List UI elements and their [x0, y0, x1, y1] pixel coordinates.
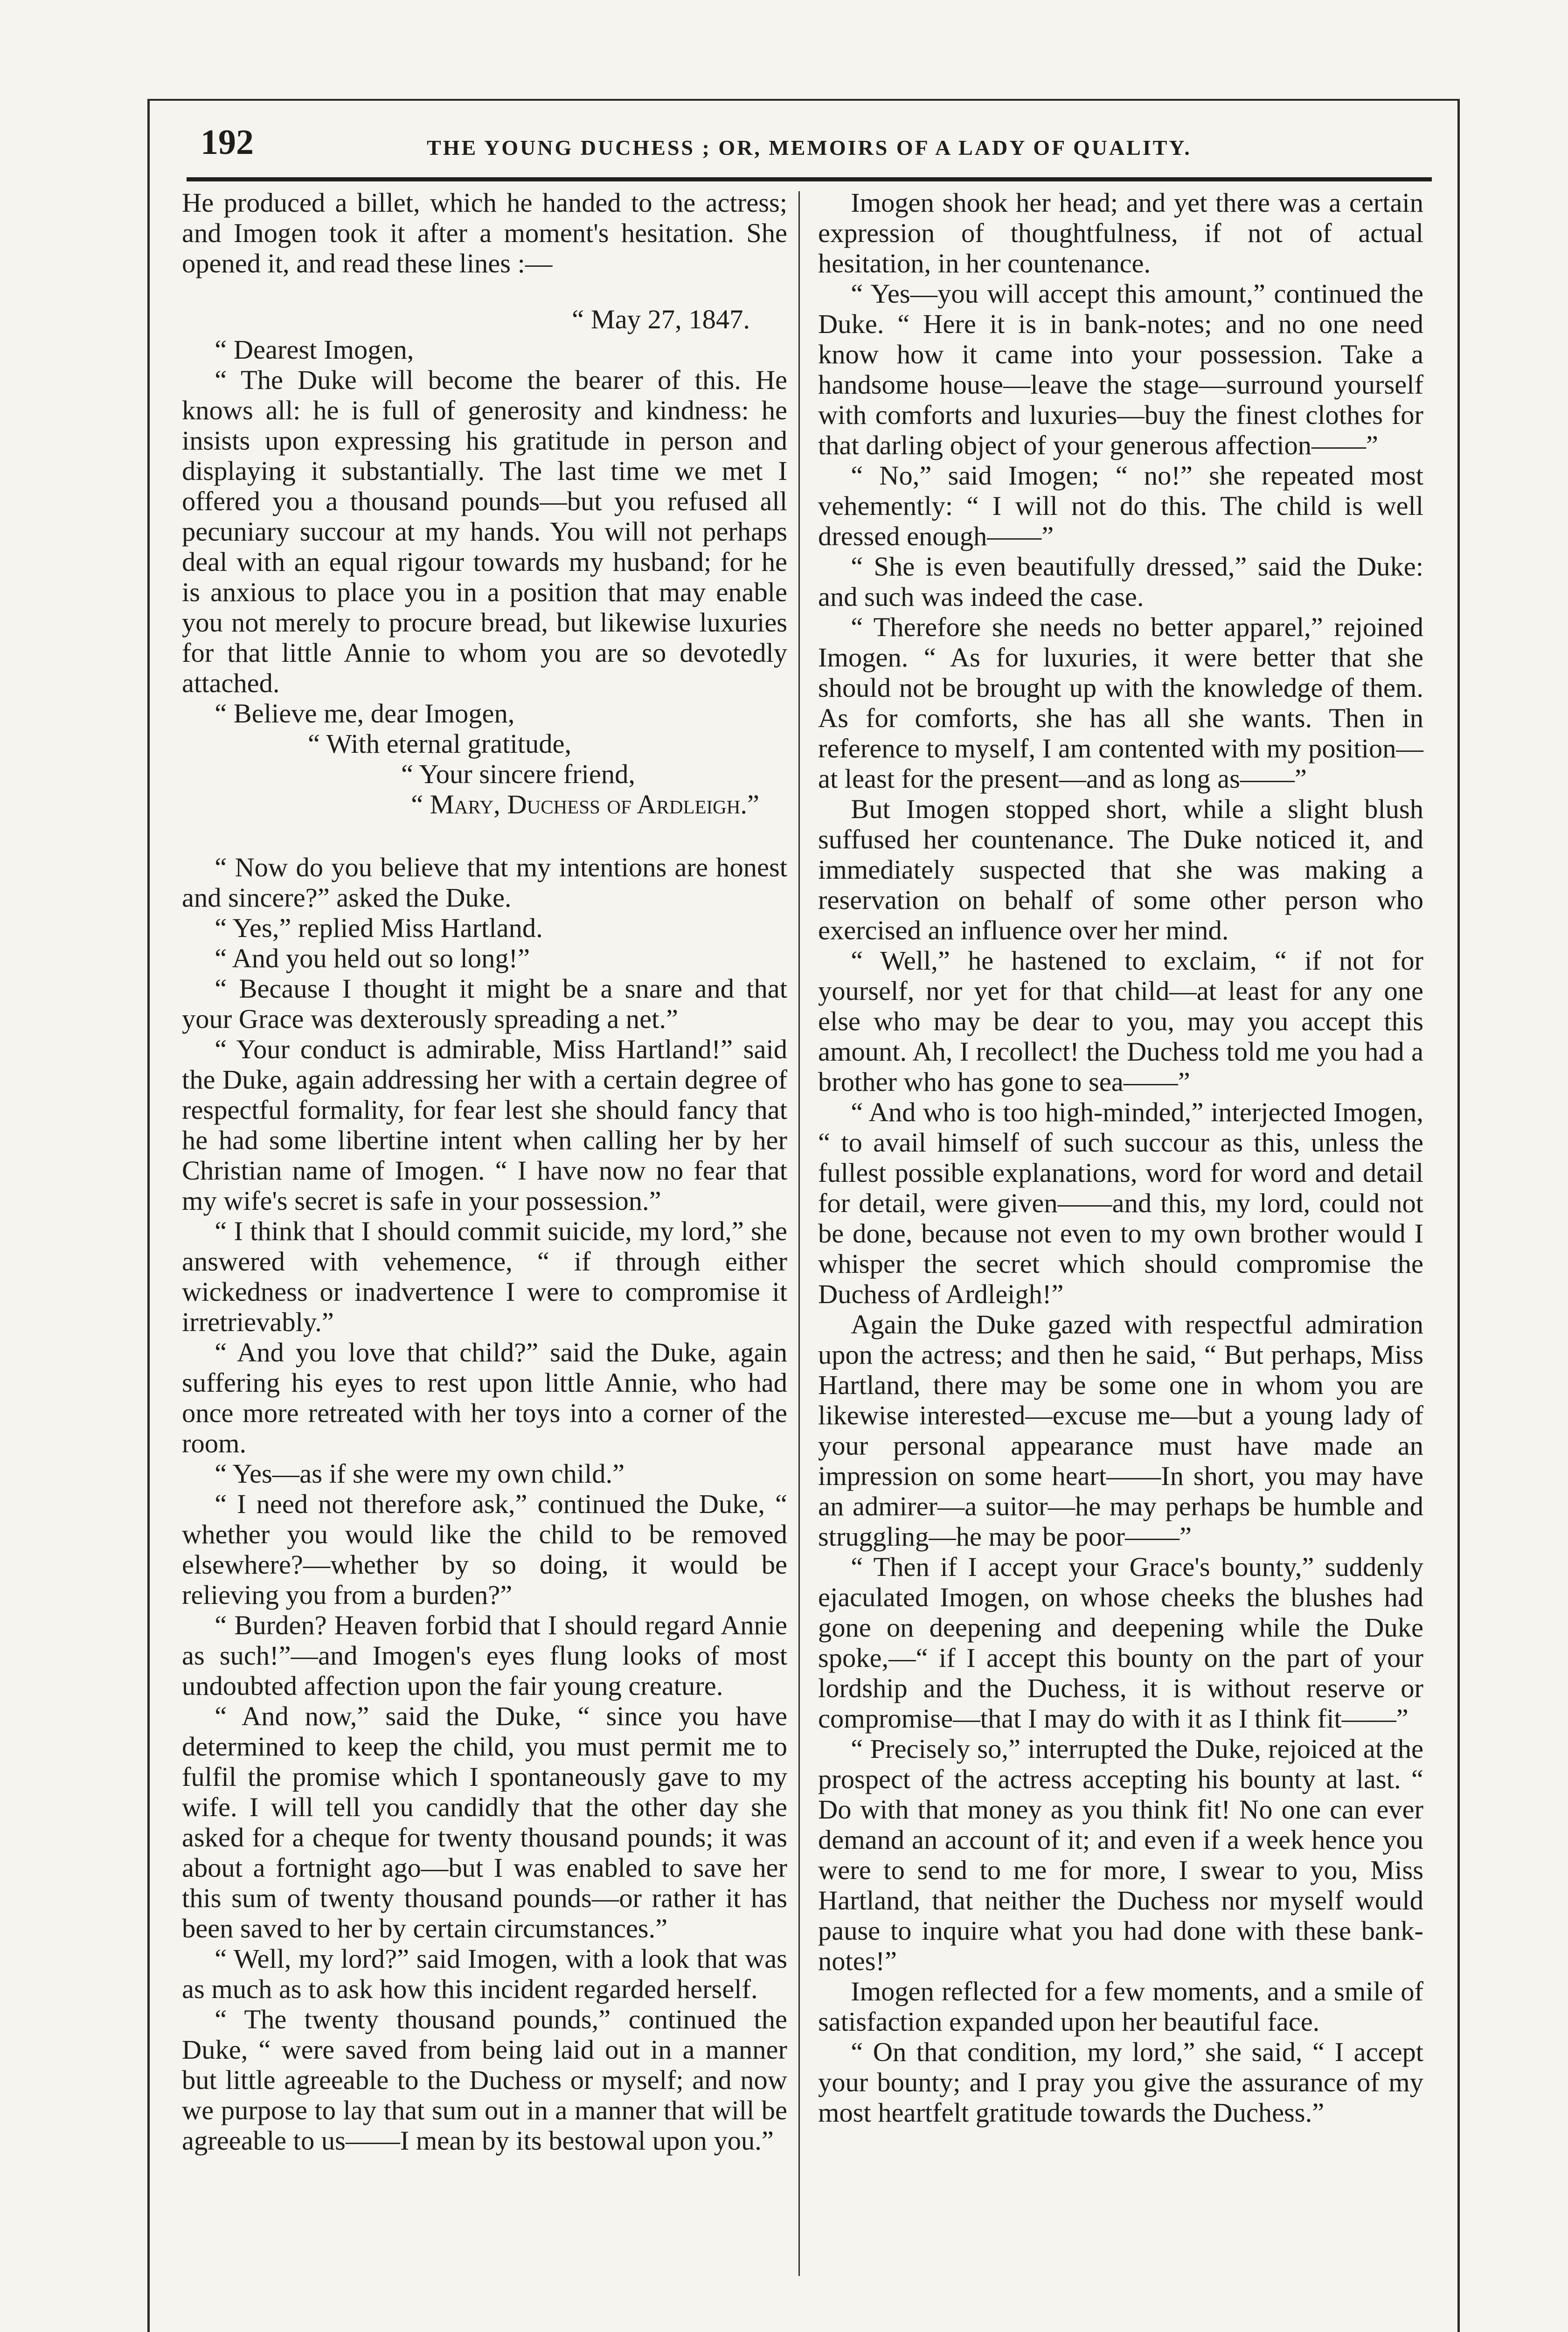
page-header	[201, 122, 1418, 174]
paragraph: “ Now do you believe that my intentions are honest and sincere?” asked the Duke.	[182, 852, 787, 913]
running-title: THE YOUNG DUCHESS ; OR, MEMOIRS OF A LADY OF QUALITY.	[427, 136, 1192, 160]
letter-salutation: “ Dearest Imogen,	[215, 334, 414, 365]
paragraph: “ Precisely so,” interrupted the Duke, rejoiced at the prospect of the actress accepting his bounty at last. “ Do with that money as you think fit! No one can ever demand an account of it; and even if a week hence you were to send to me for more, I swear to you, Miss Hartland, that neither the Duchess nor myself would pause to inquire what you had done with these bank-notes!”	[818, 1734, 1423, 1976]
paragraph: “ And who is too high-minded,” interjected Imogen, “ to avail himself of such succour as this, unless the fullest possible explanations, word for word and detail for detail, were given——and this, my lord, could not be done, because not even to my own brother would I whisper the secret which should compromise the Duchess of Ardleigh!”	[818, 1097, 1423, 1309]
letter-closing: “ Believe me, dear Imogen,	[215, 698, 515, 729]
letter-body: “ The Duke will become the bearer of this. He knows all: he is full of generosity and kindness: he insists upon expressing his gratitude in person and displaying it substantially. The last time we met I offered you a thousand pounds—but you refused all pecuniary succour at my hands. You will not perhaps deal with an equal rigour towards my husband; for he is anxious to place you in a position that may enable you not merely to procure bread, but likewise luxuries for that little Annie to whom you are so devotedly attached.	[182, 365, 787, 698]
paragraph: “ I think that I should commit suicide, my lord,” she answered with vehemence, “ if through either wickedness or inadvertence I were to compromise it irretrievably.”	[182, 1216, 787, 1337]
paragraph: Imogen shook her head; and yet there was a certain expression of thoughtfulness, if not of actual hesitation, in her countenance.	[818, 187, 1423, 278]
paragraph: “ And you love that child?” said the Duke, again suffering his eyes to rest upon little Annie, who had once more retreated with her toys into a corner of the room.	[182, 1337, 787, 1458]
paragraph: “ Well,” he hastened to exclaim, “ if not for yourself, nor yet for that child—at least for any one else who may be dear to you, may you accept this amount. Ah, I recollect! the Duchess told me you had a brother who has gone to sea——”	[818, 945, 1423, 1097]
paragraph: “ I need not therefore ask,” continued the Duke, “ whether you would like the child to be removed elsewhere?—whether by so doing, it would be relieving you from a burden?”	[182, 1489, 787, 1610]
paragraph: “ She is even beautifully dressed,” said the Duke: and such was indeed the case.	[818, 551, 1423, 612]
right-column	[818, 187, 1423, 2128]
paragraph: “ And you held out so long!”	[215, 943, 530, 973]
paragraph: But Imogen stopped short, while a slight blush suffused her countenance. The Duke noticed it, and immediately suspected that she was making a reservation on behalf of some other person who exercised an influence over her mind.	[818, 794, 1423, 945]
paragraph: Imogen reflected for a few moments, and a smile of satisfaction expanded upon her beautiful face.	[818, 1976, 1423, 2037]
paragraph: He produced a billet, which he handed to the actress; and Imogen took it after a moment's hesitation. She opened it, and read these lines :—	[182, 187, 787, 278]
letter-signature: “ Mary, Duchess of Ardleigh.”	[411, 789, 759, 819]
letter-closing: “ Your sincere friend,	[401, 759, 635, 789]
paragraph: “ Yes—as if she were my own child.”	[215, 1458, 625, 1489]
paragraph: “ Then if I accept your Grace's bounty,” suddenly ejaculated Imogen, on whose cheeks the blushes had gone on deepening and deepening while the Duke spoke,—“ if I accept this bounty on the part of your lordship and the Duchess, it is without reserve or compromise—that I may do with it as I think fit——”	[818, 1552, 1423, 1734]
paragraph: “ On that condition, my lord,” she said, “ I accept your bounty; and I pray you give the assurance of my most heartfelt gratitude towards the Duchess.”	[818, 2037, 1423, 2128]
paragraph: “ Yes,” replied Miss Hartland.	[215, 913, 543, 943]
paragraph: “ Well, my lord?” said Imogen, with a look that was as much as to ask how this incident regarded herself.	[182, 1943, 787, 2004]
paragraph: “ Burden? Heaven forbid that I should regard Annie as such!”—and Imogen's eyes flung looks of most undoubted affection upon the fair young creature.	[182, 1610, 787, 1701]
letter-date: “ May 27, 1847.	[572, 304, 750, 334]
paragraph: “ The twenty thousand pounds,” continued the Duke, “ were saved from being laid out in a manner but little agreeable to the Duchess or myself; and now we purpose to lay that sum out in a manner that will be agreeable to us——I mean by its bestowal upon you.”	[182, 2004, 787, 2156]
left-column	[182, 187, 787, 2156]
paragraph: “ No,” said Imogen; “ no!” she repeated most vehemently: “ I will not do this. The child is well dressed enough——”	[818, 460, 1423, 551]
paragraph: “ And now,” said the Duke, “ since you have determined to keep the child, you must permit me to fulfil the promise which I spontaneously gave to my wife. I will tell you candidly that the other day she asked for a cheque for twenty thousand pounds; it was about a fortnight ago—but I was enabled to save her this sum of twenty thousand pounds—or rather it has been saved to her by certain circumstances.”	[182, 1701, 787, 1943]
paragraph: “ Your conduct is admirable, Miss Hartland!” said the Duke, again addressing her with a certain degree of respectful formality, for fear lest she should fancy that he had some libertine intent when calling her by her Christian name of Imogen. “ I have now no fear that my wife's secret is safe in your possession.”	[182, 1034, 787, 1216]
column-divider	[798, 191, 800, 2276]
paragraph: “ Because I thought it might be a snare and that your Grace was dexterously spreading a net.”	[182, 973, 787, 1034]
paragraph: Again the Duke gazed with respectful admiration upon the actress; and then he said, “ But perhaps, Miss Hartland, there may be some one in whom you are likewise interested—excuse me—but a young lady of your personal appearance must have made an impression on some heart——In short, you may have an admirer—a suitor—he may perhaps be humble and struggling—he may be poor——”	[818, 1309, 1423, 1552]
letter-closing: “ With eternal gratitude,	[308, 729, 572, 759]
paragraph: “ Therefore she needs no better apparel,” rejoined Imogen. “ As for luxuries, it were better that she should not be brought up with the knowledge of them. As for comforts, she has all she wants. Then in reference to myself, I am contented with my position—at least for the present—and as long as——”	[818, 612, 1423, 794]
paragraph: “ Yes—you will accept this amount,” continued the Duke. “ Here it is in bank-notes; and no one need know how it came into your possession. Take a handsome house—leave the stage—surround yourself with comforts and luxuries—buy the finest clothes for that darling object of your generous affection——”	[818, 278, 1423, 460]
page-number: 192	[201, 123, 254, 162]
header-rule	[187, 177, 1432, 181]
